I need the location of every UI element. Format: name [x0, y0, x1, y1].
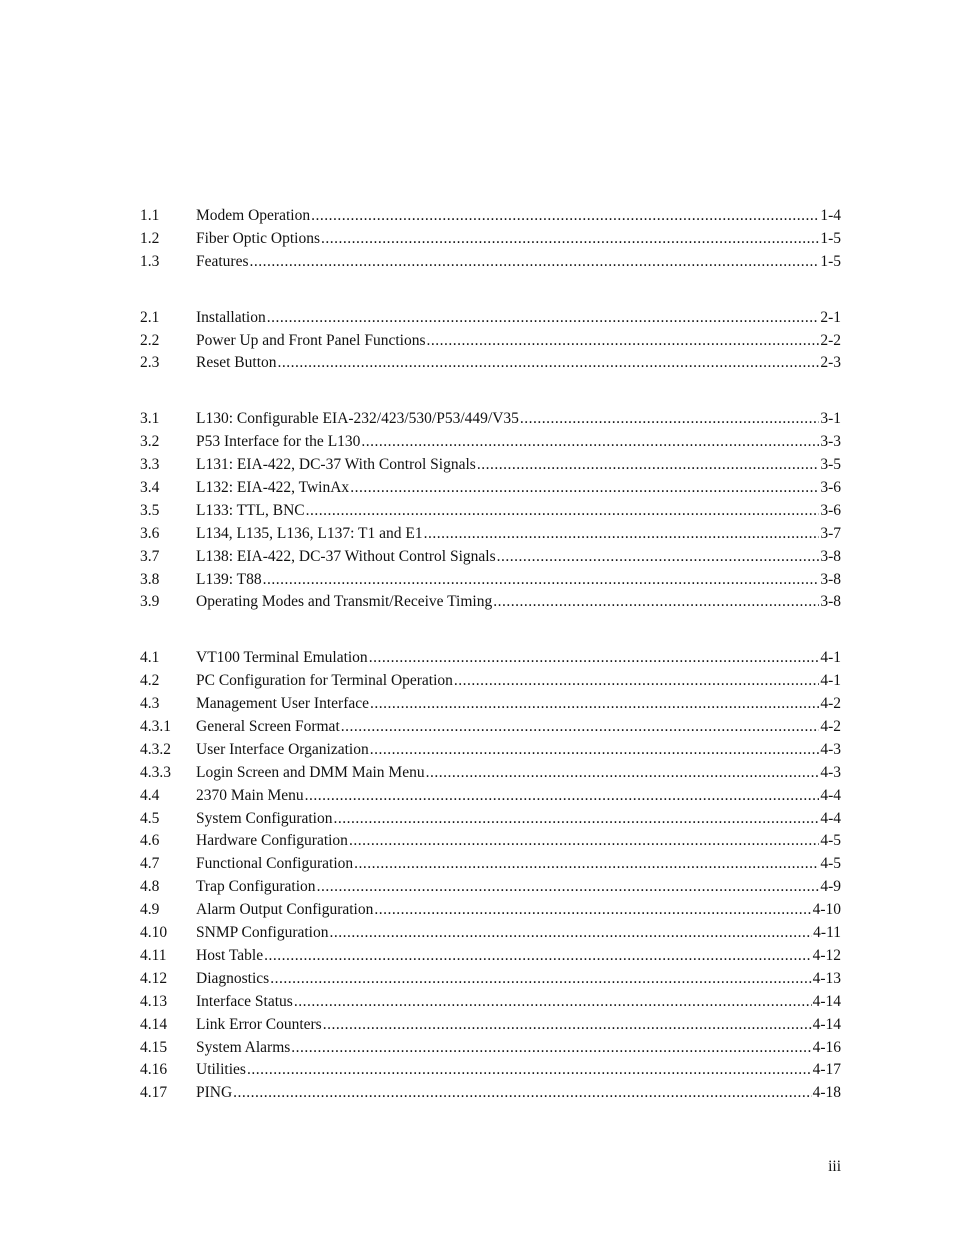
toc-entry-page: 4-4 — [820, 809, 841, 827]
dot-leader — [333, 808, 819, 831]
toc-entry-number: 4.17 — [140, 1084, 168, 1102]
toc-entry-page: 4-17 — [812, 1061, 841, 1079]
toc-entry[interactable] — [140, 808, 841, 831]
toc-entry-number: 3.2 — [140, 433, 160, 451]
toc-entry-number: 4.16 — [140, 1061, 168, 1079]
toc-entry-title: VT100 Terminal Emulation — [196, 649, 368, 667]
toc-entry-title: System Configuration — [196, 809, 333, 827]
toc-entry[interactable] — [140, 307, 841, 330]
toc-entry-title: Modem Operation — [196, 207, 311, 224]
toc-entry-title: Management User Interface — [196, 695, 369, 713]
toc-entry-title: Diagnostics — [196, 969, 270, 987]
toc-entry-page: 3-8 — [820, 570, 841, 588]
toc-entry[interactable] — [140, 922, 841, 945]
toc-entry-page: 1-4 — [820, 207, 841, 224]
toc-entry-page: 3-3 — [820, 433, 841, 451]
toc-entry[interactable] — [140, 968, 841, 991]
toc-entry-title: L132: EIA-422, TwinAx — [196, 479, 350, 497]
toc-entry[interactable] — [140, 945, 841, 968]
dot-leader — [341, 716, 820, 739]
toc-entry-title: Interface Status — [196, 992, 293, 1010]
toc-entry-title: L133: TTL, BNC — [196, 501, 305, 519]
toc-entry-page: 4-16 — [812, 1038, 841, 1056]
toc-entry[interactable] — [140, 853, 841, 876]
dot-leader — [329, 922, 812, 945]
toc-entry-title: 2370 Main Menu — [196, 786, 304, 804]
toc-entry-number: 3.8 — [140, 570, 160, 588]
toc-entry-number: 3.4 — [140, 479, 160, 497]
toc-entry-title: PING — [196, 1084, 233, 1102]
dot-leader — [370, 739, 820, 762]
toc-entry-page: 4-18 — [812, 1084, 841, 1102]
toc-entry[interactable] — [140, 830, 841, 853]
toc-entry-title: User Interface Organization — [196, 740, 369, 758]
toc-entry-number: 4.11 — [140, 946, 167, 964]
dot-leader — [321, 228, 819, 251]
toc-entry-page: 3-8 — [820, 593, 841, 611]
dot-leader — [369, 647, 820, 670]
toc-entry-number: 1.1 — [140, 207, 160, 224]
toc-entry[interactable] — [140, 899, 841, 922]
dot-leader — [247, 1059, 812, 1082]
toc-entry-page: 4-5 — [820, 832, 841, 850]
dot-leader — [424, 523, 820, 546]
toc-entry-number: 2.1 — [140, 308, 160, 326]
toc-entry[interactable] — [140, 991, 841, 1014]
toc-entry-number: 4.13 — [140, 992, 168, 1010]
toc-entry-number: 4.6 — [140, 832, 160, 850]
dot-leader — [264, 945, 811, 968]
toc-entry-number: 3.9 — [140, 593, 160, 611]
toc-entry-number: 4.3.1 — [140, 718, 171, 736]
toc-entry-number: 4.12 — [140, 969, 168, 987]
toc-entry-number: 1.3 — [140, 252, 160, 270]
toc-entry-number: 4.3.3 — [140, 763, 171, 781]
toc-entry-number: 4.4 — [140, 786, 160, 804]
table-of-contents — [140, 205, 841, 1138]
toc-entry-title: P53 Interface for the L130 — [196, 433, 361, 451]
toc-entry-number: 4.14 — [140, 1015, 168, 1033]
toc-entry[interactable] — [140, 591, 841, 614]
toc-entry-page: 2-2 — [820, 331, 841, 349]
toc-entry-title: Host Table — [196, 946, 264, 964]
toc-entry-number: 4.8 — [140, 878, 160, 896]
toc-entry-page: 4-11 — [813, 924, 841, 942]
toc-entry[interactable] — [140, 352, 841, 375]
toc-entry-number: 4.5 — [140, 809, 160, 827]
dot-leader — [349, 830, 819, 853]
toc-entry-page: 4-14 — [812, 992, 841, 1010]
toc-group-chapter-4 — [140, 647, 841, 1105]
toc-entry[interactable] — [140, 876, 841, 899]
toc-entry[interactable] — [140, 408, 841, 431]
toc-entry[interactable] — [140, 500, 841, 523]
dot-leader — [520, 408, 819, 431]
toc-entry[interactable] — [140, 546, 841, 569]
dot-leader — [454, 670, 819, 693]
dot-leader — [426, 762, 820, 785]
dot-leader — [370, 693, 819, 716]
toc-entry-number: 4.3.2 — [140, 740, 171, 758]
toc-entry-title: Installation — [196, 308, 266, 326]
toc-entry-page: 3-8 — [820, 547, 841, 565]
dot-leader — [263, 569, 820, 592]
dot-leader — [270, 968, 811, 991]
dot-leader — [426, 330, 819, 353]
toc-entry-number: 4.15 — [140, 1038, 168, 1056]
toc-entry-number: 2.2 — [140, 331, 160, 349]
toc-entry-title: Fiber Optic Options — [196, 229, 320, 247]
toc-entry-title: Power Up and Front Panel Functions — [196, 331, 426, 349]
dot-leader — [497, 546, 820, 569]
toc-entry-page: 2-1 — [820, 308, 841, 326]
toc-entry-page: 3-1 — [820, 410, 841, 428]
toc-entry-number: 1.2 — [140, 229, 160, 247]
dot-leader — [323, 1014, 812, 1037]
toc-entry-title: L130: Configurable EIA-232/423/530/P53/449/V35 — [196, 410, 519, 428]
toc-group-chapter-1 — [140, 205, 841, 274]
dot-leader — [493, 591, 819, 614]
toc-entry[interactable] — [140, 330, 841, 353]
toc-entry-page: 4-2 — [820, 695, 841, 713]
toc-entry-number: 3.5 — [140, 501, 160, 519]
toc-entry[interactable] — [140, 569, 841, 592]
toc-group-chapter-3 — [140, 408, 841, 614]
toc-entry-page: 3-7 — [820, 524, 841, 542]
toc-entry[interactable] — [140, 431, 841, 454]
dot-leader — [305, 785, 820, 808]
toc-entry-title: Utilities — [196, 1061, 246, 1079]
toc-entry-title: L134, L135, L136, L137: T1 and E1 — [196, 524, 423, 542]
toc-entry[interactable] — [140, 477, 841, 500]
dot-leader — [306, 500, 820, 523]
dot-leader — [294, 991, 812, 1014]
dot-leader — [233, 1082, 811, 1105]
toc-entry-page: 4-14 — [812, 1015, 841, 1033]
dot-leader — [477, 454, 820, 477]
toc-entry-title: Link Error Counters — [196, 1015, 322, 1033]
toc-entry[interactable] — [140, 251, 841, 274]
toc-entry[interactable] — [140, 1059, 841, 1082]
toc-entry-title: Operating Modes and Transmit/Receive Timing — [196, 593, 493, 611]
toc-entry-number: 4.3 — [140, 695, 160, 713]
dot-leader — [374, 899, 811, 922]
toc-entry-title: Hardware Configuration — [196, 832, 348, 850]
toc-entry[interactable] — [140, 1037, 841, 1060]
toc-entry[interactable] — [140, 716, 841, 739]
toc-entry-page: 4-3 — [820, 740, 841, 758]
toc-entry-title: Alarm Output Configuration — [196, 901, 374, 919]
toc-entry-title: Login Screen and DMM Main Menu — [196, 763, 425, 781]
dot-leader — [311, 205, 819, 228]
toc-entry-page: 4-4 — [820, 786, 841, 804]
toc-entry-title: L131: EIA-422, DC-37 With Control Signals — [196, 456, 476, 474]
toc-entry-number: 4.10 — [140, 924, 168, 942]
toc-entry-page: 3-6 — [820, 501, 841, 519]
toc-entry-title: PC Configuration for Terminal Operation — [196, 672, 453, 690]
toc-entry-number: 4.7 — [140, 855, 160, 873]
toc-entry-page: 1-5 — [820, 252, 841, 270]
toc-entry-number: 2.3 — [140, 354, 160, 372]
toc-entry-page: 1-5 — [820, 229, 841, 247]
dot-leader — [317, 876, 820, 899]
toc-entry[interactable] — [140, 647, 841, 670]
dot-leader — [361, 431, 819, 454]
toc-entry-page: 4-3 — [820, 763, 841, 781]
toc-entry-title: Features — [196, 252, 249, 270]
toc-entry[interactable] — [140, 1014, 841, 1037]
toc-entry-number: 4.1 — [140, 649, 160, 667]
toc-entry-number: 3.3 — [140, 456, 160, 474]
toc-entry-page: 4-13 — [812, 969, 841, 987]
toc-entry-title: Functional Configuration — [196, 855, 354, 873]
toc-entry-number: 4.9 — [140, 901, 160, 919]
toc-entry[interactable] — [140, 228, 841, 251]
dot-leader — [350, 477, 819, 500]
dot-leader — [278, 352, 820, 375]
dot-leader — [354, 853, 819, 876]
toc-entry-title: L139: T88 — [196, 570, 262, 588]
toc-entry[interactable] — [140, 523, 841, 546]
toc-entry-number: 4.2 — [140, 672, 160, 690]
toc-entry-page: 3-5 — [820, 456, 841, 474]
toc-entry-page: 4-5 — [820, 855, 841, 873]
toc-entry-title: Trap Configuration — [196, 878, 316, 896]
toc-entry-page: 4-1 — [820, 672, 841, 690]
toc-entry[interactable] — [140, 670, 841, 693]
toc-entry-page: 4-2 — [820, 718, 841, 736]
dot-leader — [267, 307, 820, 330]
toc-entry[interactable] — [140, 454, 841, 477]
toc-entry[interactable] — [140, 762, 841, 785]
toc-entry-title: Reset Button — [196, 354, 277, 372]
toc-entry-page: 3-6 — [820, 479, 841, 497]
toc-entry[interactable] — [140, 205, 841, 228]
dot-leader — [291, 1037, 811, 1060]
toc-entry[interactable] — [140, 1082, 841, 1105]
toc-entry-title: L138: EIA-422, DC-37 Without Control Signals — [196, 547, 496, 565]
toc-entry[interactable] — [140, 739, 841, 762]
toc-entry[interactable] — [140, 785, 841, 808]
toc-entry-number: 3.1 — [140, 410, 160, 428]
toc-entry-page: 2-3 — [820, 354, 841, 372]
toc-entry-title: SNMP Configuration — [196, 924, 329, 942]
toc-entry-page: 4-12 — [812, 946, 841, 964]
dot-leader — [250, 251, 820, 274]
toc-entry-title: General Screen Format — [196, 718, 340, 736]
toc-group-chapter-2 — [140, 307, 841, 376]
page-number: iii — [828, 1158, 841, 1175]
toc-entry-page: 4-1 — [820, 649, 841, 667]
toc-entry-number: 3.6 — [140, 524, 160, 542]
toc-entry-number: 3.7 — [140, 547, 160, 565]
toc-entry-page: 4-9 — [820, 878, 841, 896]
toc-entry-title: System Alarms — [196, 1038, 291, 1056]
toc-entry[interactable] — [140, 693, 841, 716]
toc-entry-page: 4-10 — [812, 901, 841, 919]
